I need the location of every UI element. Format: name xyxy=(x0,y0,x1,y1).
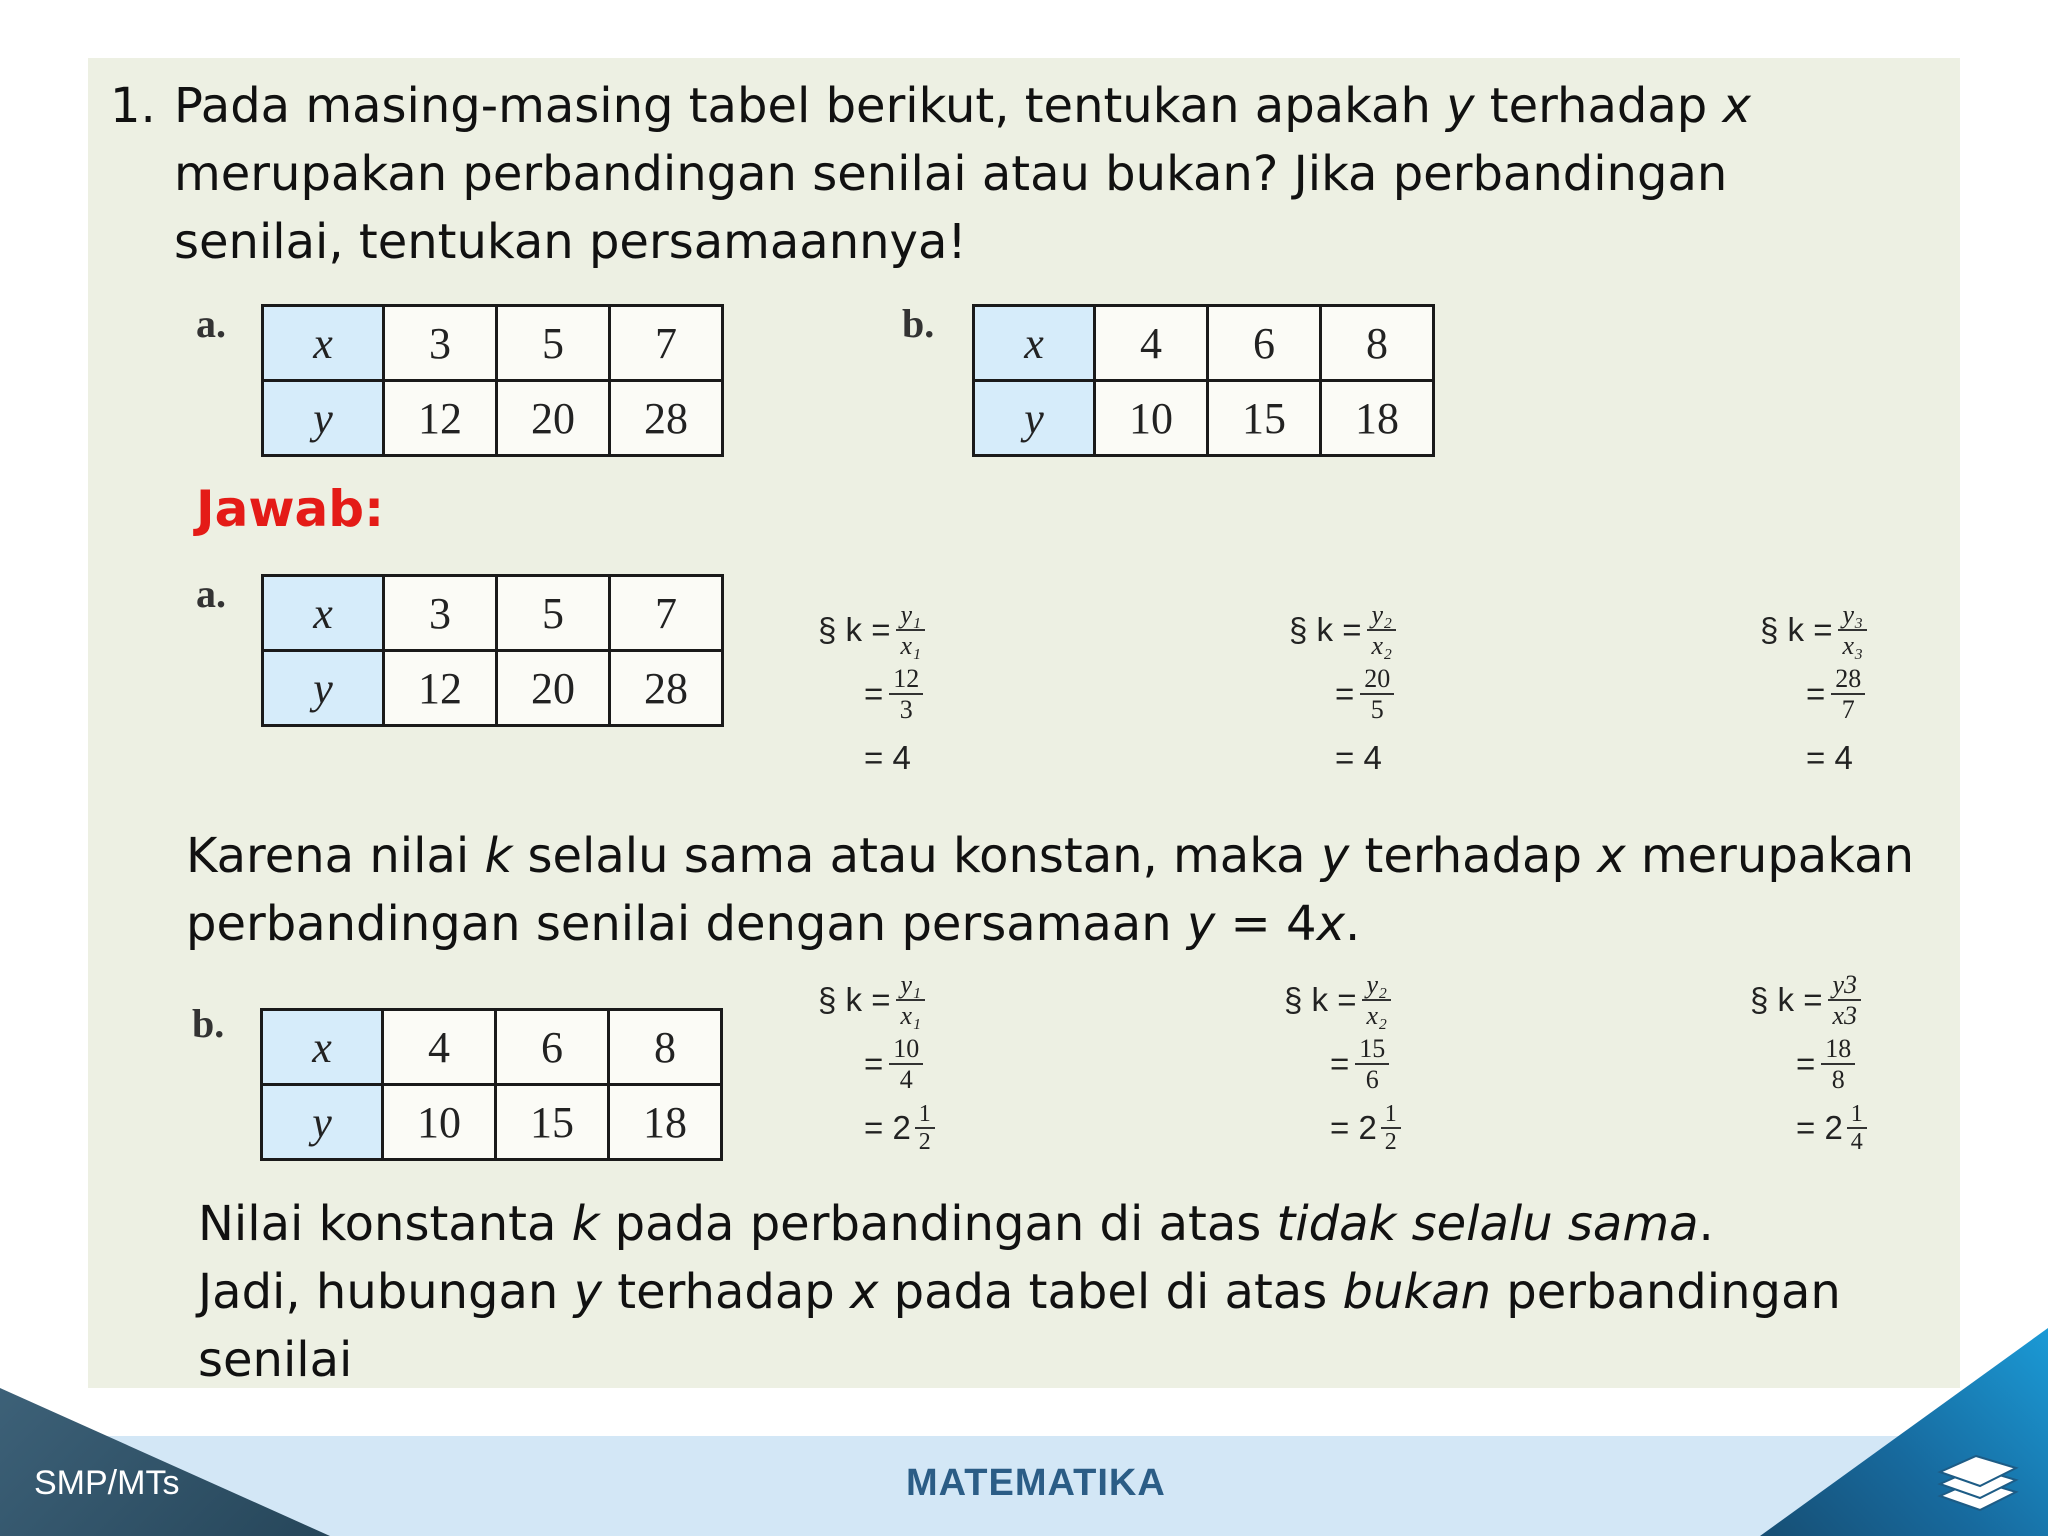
table-row xyxy=(263,381,723,456)
table-cell: 6 xyxy=(1208,306,1321,381)
table-cell: 7 xyxy=(610,306,723,381)
footer-brand: SMP/MTs xyxy=(34,1464,180,1502)
table-cell: 4 xyxy=(1095,306,1208,381)
conclusion-b: Nilai konstanta k pada perbandingan di atas tidak selalu sama. Jadi, hubungan y terhadap x pada tabel di atas bukan perbandingan senilai xyxy=(198,1196,1841,1388)
answer-table-b xyxy=(260,1008,723,1161)
answer-label-b: b. xyxy=(192,1001,225,1046)
answer-table-a xyxy=(261,574,724,727)
question-text: Pada masing-masing tabel berikut, tentukan apakah y terhadap x merupakan perbandingan senilai atau bukan? Jika perbandingan senilai, tentukan persamaannya! xyxy=(174,78,1751,270)
question-number: 1. xyxy=(110,78,156,134)
answer-label-a: a. xyxy=(196,571,226,616)
value-table-a xyxy=(261,304,724,457)
table-header-cell: x xyxy=(974,306,1095,381)
formula-a-1: § k = $\frac{\text{y₁}}{\text{x₁}}$ = $\frac{12}{3}$ = 4 xyxy=(818,598,968,790)
table-row xyxy=(262,1085,722,1160)
table-header-cell: y xyxy=(263,381,384,456)
table-row xyxy=(974,306,1434,381)
book-stack-icon xyxy=(1932,1452,2022,1516)
table-header-cell: y xyxy=(263,651,384,726)
table-header-cell: x xyxy=(262,1010,383,1085)
table-cell: 5 xyxy=(497,306,610,381)
formula-b-1: § k = $\frac{\text{y₁}}{\text{x₁}}$ = $\frac{10}{4}$ = 2 $\frac{1}{2}$ xyxy=(818,968,968,1160)
table-cell: 28 xyxy=(610,651,723,726)
table-cell: 28 xyxy=(610,381,723,456)
table-cell: 18 xyxy=(1321,381,1434,456)
table-cell: 12 xyxy=(384,381,497,456)
table-cell: 6 xyxy=(496,1010,609,1085)
table-header-cell: y xyxy=(262,1085,383,1160)
footer-title: MATEMATIKA xyxy=(906,1462,1166,1504)
formula-b-2: § k = $\frac{\text{y₂}}{\text{x₂}}$ = $\frac{15}{6}$ = 2 $\frac{1}{2}$ xyxy=(1284,968,1434,1160)
table-cell: 18 xyxy=(609,1085,722,1160)
table-row xyxy=(263,651,723,726)
table-cell: 3 xyxy=(384,306,497,381)
table-cell: 20 xyxy=(497,651,610,726)
formula-a-2: § k = $\frac{\text{y₂}}{\text{x₂}}$ = $\frac{20}{5}$ = 4 xyxy=(1289,598,1439,790)
table-cell: 4 xyxy=(383,1010,496,1085)
table-cell: 10 xyxy=(1095,381,1208,456)
formula-b-3: § k = $\frac{y3}{x3}$ = $\frac{18}{8}$ = 2 $\frac{1}{4}$ xyxy=(1750,968,1900,1160)
table-cell: 10 xyxy=(383,1085,496,1160)
table-header-cell: x xyxy=(263,576,384,651)
table-cell: 20 xyxy=(497,381,610,456)
item-label-a: a. xyxy=(196,301,226,346)
table-header-cell: x xyxy=(263,306,384,381)
table-cell: 12 xyxy=(384,651,497,726)
table-row xyxy=(974,381,1434,456)
conclusion-a: Karena nilai k selalu sama atau konstan, maka y terhadap x merupakan perbandingan senilai dengan persamaan y = 4x. xyxy=(186,828,1914,952)
table-cell: 15 xyxy=(1208,381,1321,456)
table-cell: 8 xyxy=(609,1010,722,1085)
table-row xyxy=(262,1010,722,1085)
value-table-b xyxy=(972,304,1435,457)
table-row xyxy=(263,306,723,381)
table-cell: 8 xyxy=(1321,306,1434,381)
table-header-cell: y xyxy=(974,381,1095,456)
table-cell: 5 xyxy=(497,576,610,651)
formula-a-3: § k = $\frac{\text{y₃}}{\text{x₃}}$ = $\frac{28}{7}$ = 4 xyxy=(1760,598,1910,790)
item-label-b: b. xyxy=(902,301,935,346)
table-cell: 15 xyxy=(496,1085,609,1160)
answer-heading: Jawab: xyxy=(196,480,385,538)
table-cell: 7 xyxy=(610,576,723,651)
table-row xyxy=(263,576,723,651)
table-cell: 3 xyxy=(384,576,497,651)
